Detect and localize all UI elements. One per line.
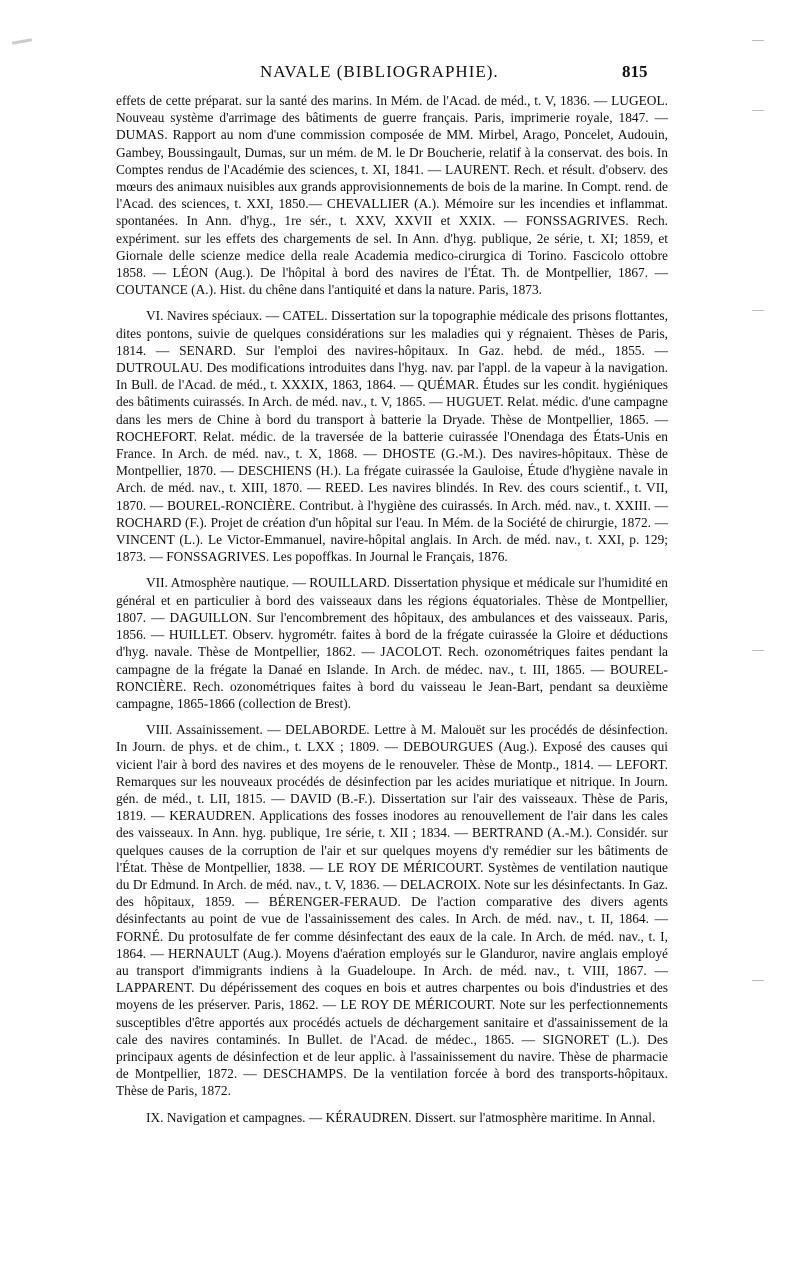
section-vii-atmosphere-nautique: VII. Atmosphère nautique. — ROUILLARD. Dissertation physique et médicale sur l'humidité en général et en particulier à bord des vaisseaux dans les régions équatoriales. Thèse de Montpellier, 1807. — DAGUILLON. Sur l'encombrement des hôpitaux, des ambulances et des vaisseaux. Paris, 1856. — HUILLET. Observ. hygrométr. faites à bord de la frégate cuirassée la Gloire et déductions d'hyg. navale. Thèse de Montpellier, 1862. — JACOLOT. Rech. ozonométriques faites pendant la campagne de la frégate la Danaé en Islande. In Arch. de médec. nav., t. III, 1865. — BOUREL-RONCIÈRE. Rech. ozonométriques faites à bord du vaisseau le Jean-Bart, pendant sa deuxième campagne, 1865-1866 (collection de Brest). (116, 575, 668, 711)
page-number: 815 (622, 62, 648, 81)
page-header (0, 60, 800, 90)
section-vi-navires-speciaux: VI. Navires spéciaux. — CATEL. Dissertation sur la topographie médicale des prisons flottantes, dites pontons, suivie de quelques considérations sur les maladies qui y régnaient. Thèses de Paris, 1814. — SENARD. Sur l'emploi des navires-hôpitaux. In Gaz. hebd. de méd., 1855. — DUTROULAU. Des modifications introduites dans l'hyg. nav. par l'appl. de la vapeur à la navigation. In Bull. de l'Acad. de méd., t. XXXIX, 1863, 1864. — QUÉMAR. Études sur les condit. hygiéniques des bâtiments cuirassés. In Arch. de méd. nav., t. V, 1865. — HUGUET. Relat. médic. d'une campagne dans les mers de Chine à bord du transport à batterie la Dryade. Thèse de Montpellier, 1865. — ROCHEFORT. Relat. médic. de la traversée de la batterie cuirassée l'Onendaga des États-Unis en France. In Arch. de méd. nav., t. X, 1868. — DHOSTE (G.-M.). Des navires-hôpitaux. Thèse de Montpellier, 1870. — DESCHIENS (H.). La frégate cuirassée la Gauloise, Étude d'hygiène navale in Arch. de méd. nav., t. XIII, 1870. — REED. Les navires blindés. In Rev. des cours scientif., t. VII, 1870. — BOUREL-RONCIÈRE. Contribut. à l'hygiène des cuirassés. In Arch. méd. nav., t. XXIII. — ROCHARD (F.). Projet de création d'un hôpital sur l'eau. In Mém. de la Société de chirurgie, 1872. — VINCENT (L.). Le Victor-Emmanuel, navire-hôpital anglais. In Arch. de méd. nav., t. XXI, p. 129; 1873. — FONSSAGRIVES. Les popoffkas. In Journal le Français, 1876. (116, 308, 668, 565)
scan-artifact (12, 38, 32, 44)
margin-mark (752, 310, 764, 311)
section-viii-assainissement: VIII. Assainissement. — DELABORDE. Lettre à M. Malouët sur les procédés de désinfection. In Journ. de phys. et de chim., t. LXX ; 1809. — DEBOURGUES (Aug.). Exposé des causes qui vicient l'air à bord des navires et des moyens de le renouveler. Thèse de Montp., 1814. — LEFORT. Remarques sur les nouveaux procédés de désinfection par les acides muriatique et nitrique. In Journ. gén. de méd., t. LII, 1815. — DAVID (B.-F.). Dissertation sur l'air des vaisseaux. Thèse de Paris, 1819. — KERAUDREN. Applications des fosses inodores au renouvellement de l'air dans les cales des vaisseaux. In Ann. hyg. publique, 1re série, t. XII ; 1834. — BERTRAND (A.-M.). Considér. sur quelques causes de la corruption de l'air et sur quelques moyens d'y remédier sur les bâtiments de l'État. Thèse de Montpellier, 1838. — LE ROY DE MÉRICOURT. Systèmes de ventilation nautique du Dr Edmund. In Arch. de méd. nav., t. V, 1836. — DELACROIX. Note sur les désinfectants. In Gaz. des hôpitaux, 1859. — BÉRENGER-FERAUD. De l'action comparative des divers agents désinfectants au point de vue de l'assainissement des cales. In Arch. de méd. nav., t. II, 1864. — FORNÉ. Du protosulfate de fer comme désinfectant des eaux de la cale. In Arch. de méd. nav., t. I, 1864. — HERNAULT (Aug.). Moyens d'aération employés sur le Glanduror, navire anglais employé au transport d'immigrants indiens à la Guadeloupe. In Arch. de méd. nav., t. VIII, 1867. — LAPPARENT. Du dépérissement des coques en bois et autres charpentes ou bois d'industries et des moyens de les préserver. Paris, 1862. — LE ROY DE MÉRICOURT. Note sur les perfectionnements susceptibles d'être apportés aux procédés actuels de déchargement sanitaire et d'assainissement de la cale des navires contaminés. In Bullet. de l'Acad. de médec., 1865. — SIGNORET (L.). Des principaux agents de désinfection et de leur applic. à l'assainissement du navire. Thèse de pharmacie de Montpellier, 1872. — DESCHAMPS. De la ventilation forcée à bord des transports-hôpitaux. Thèse de Paris, 1872. (116, 722, 668, 1099)
section-ix-navigation: IX. Navigation et campagnes. — KÉRAUDREN. Dissert. sur l'atmosphère maritime. In Annal. (146, 1109, 656, 1125)
section-continuation: effets de cette préparat. sur la santé des marins. In Mém. de l'Acad. de méd., t. V, 1836. — LUGEOL. Nouveau système d'arrimage des bâtiments de guerre français. Paris, imprimerie royale, 1847. — DUMAS. Rapport au nom d'une commission composée de MM. Mirbel, Arago, Poncelet, Audouin, Gambey, Boussingault, Dumas, sur un mém. de M. le Dr Boucherie, relatif à la conservat. des bois. In Comptes rendus de l'Académie des sciences, t. XI, 1841. — LAURENT. Rech. et résult. d'observ. des mœurs des animaux nuisibles aux grands approvisionnements de bois de la marine. In Compt. rend. de l'Acad. des sciences, t. XXI, 1850.— CHEVALLIER (A.). Mémoire sur les incendies et inflammat. spontanées. In Ann. d'hyg., 1re sér., t. XXV, XXVII et XXIX. — FONSSAGRIVES. Rech. expériment. sur les effets des chargements de sel. In Ann. d'hyg. publique, 2e série, t. XI; 1859, et Giornale delle scienze medice della reale Academia medico-cirurgica di Torino. Fascicolo ottobre 1858. — LÉON (Aug.). De l'hôpital à bord des navires de l'État. Th. de Montpellier, 1867. — COUTANCE (A.). Hist. du chêne dans l'antiquité et dans la nature. Paris, 1873. (116, 93, 668, 298)
running-title: NAVALE (BIBLIOGRAPHIE). (260, 62, 499, 81)
margin-mark (752, 110, 764, 111)
bibliography-text (116, 92, 668, 1135)
margin-mark (752, 40, 764, 41)
margin-mark (752, 980, 764, 981)
margin-marks (752, 0, 792, 1285)
margin-mark (752, 650, 764, 651)
